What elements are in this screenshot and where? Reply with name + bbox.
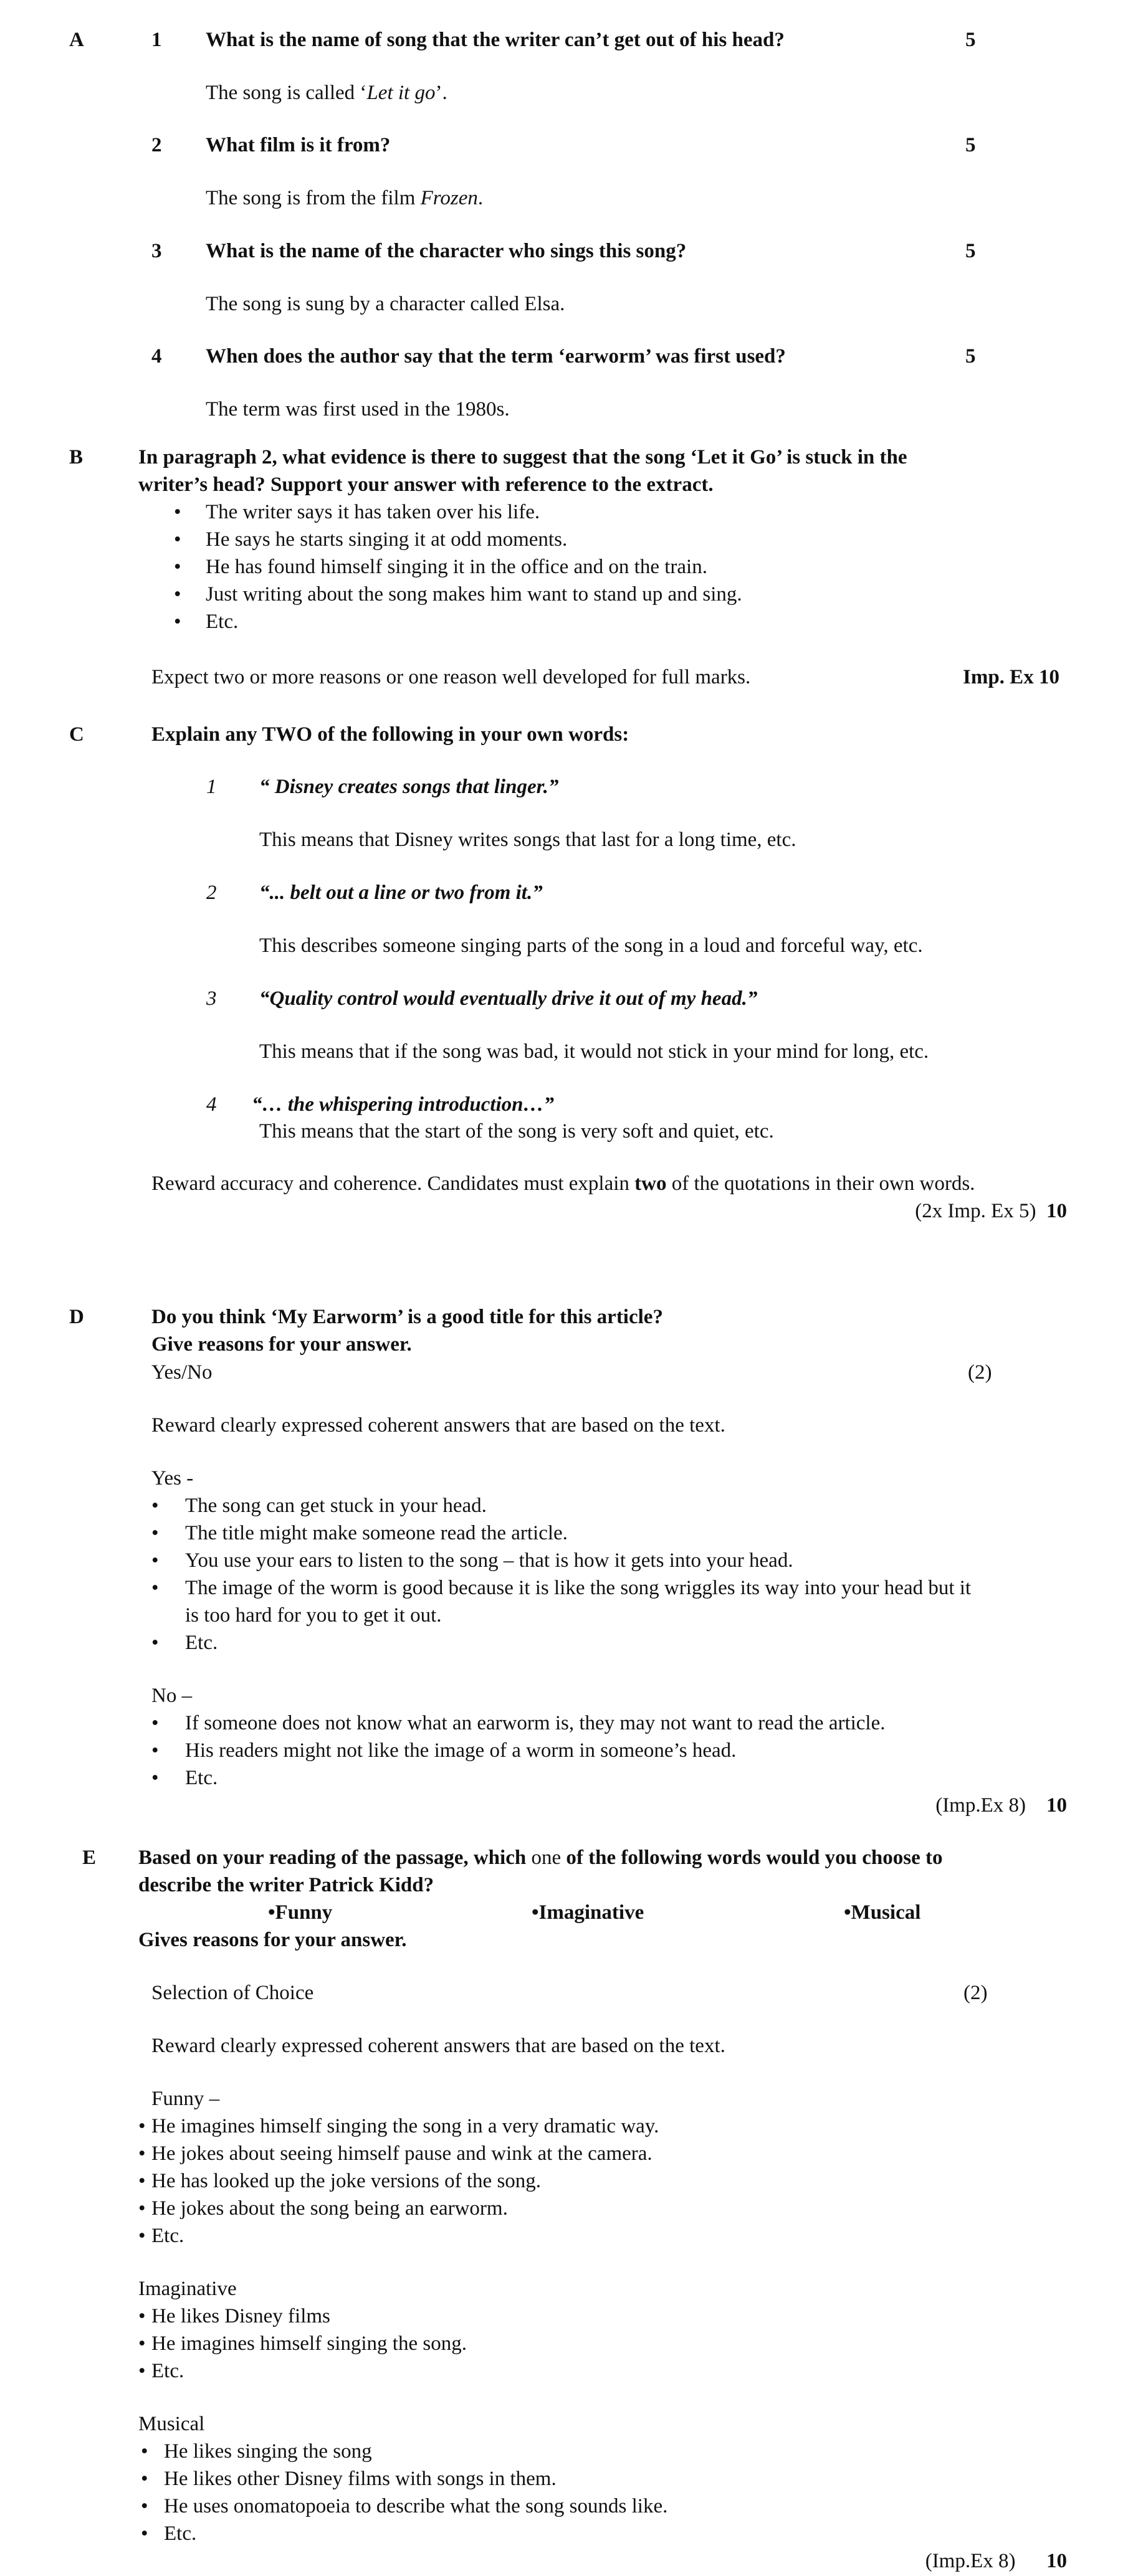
list-heading: Imaginative	[138, 2278, 237, 2300]
question-number: 4	[151, 345, 162, 368]
bullet-icon: •	[151, 1522, 159, 1544]
answer-text: The song is called ‘Let it go’.	[206, 82, 447, 104]
bullet-icon: •	[151, 1577, 159, 1599]
answer-text: The song is sung by a character called Elsa.	[206, 293, 565, 315]
list-heading: No –	[151, 1685, 193, 1707]
answer-text: The song is from the film Frozen.	[206, 187, 484, 209]
bullet-icon: •	[151, 1712, 159, 1734]
section-letter-b: B	[69, 446, 84, 468]
list-item: He imagines himself singing the song in a very dramatic way.	[151, 2115, 659, 2137]
section-letter-d: D	[69, 1306, 84, 1328]
list-item: He imagines himself singing the song.	[151, 2332, 467, 2355]
option-word: •Funny	[268, 1901, 333, 1924]
list-item: His readers might not like the image of a worm in someone’s head.	[185, 1739, 737, 1762]
question-number: 2	[151, 134, 162, 156]
question-marks: Imp. Ex 10	[963, 666, 1059, 688]
section-letter-e: E	[82, 1846, 97, 1869]
option-word: •Musical	[844, 1901, 921, 1924]
question-marks: (2)	[963, 1982, 988, 2004]
bullet-icon: •	[138, 2332, 146, 2355]
list-item: The writer says it has taken over his life.	[206, 501, 540, 523]
question-marks: (2x Imp. Ex 5) 10	[915, 1200, 1067, 1222]
question-text: writer’s head? Support your answer with reference to the extract.	[138, 473, 714, 496]
bullet-icon: •	[174, 501, 181, 523]
answer-text: This means that the start of the song is very soft and quiet, etc.	[259, 1120, 774, 1143]
list-heading: Musical	[138, 2413, 205, 2435]
answer-text: Yes/No	[151, 1361, 213, 1384]
question-number: 3	[151, 240, 162, 262]
quote-number: 4	[206, 1093, 217, 1116]
list-item: He has found himself singing it in the office and on the train.	[206, 556, 707, 578]
list-item: Etc.	[151, 2360, 184, 2382]
list-item: Etc.	[164, 2522, 197, 2545]
list-item: Just writing about the song makes him want to stand up and sing.	[206, 583, 742, 606]
question-text: Do you think ‘My Earworm’ is a good title for this article?	[151, 1306, 663, 1328]
marking-note: Reward accuracy and coherence. Candidates must explain two of the quotations in their own words.	[151, 1172, 975, 1195]
bullet-icon: •	[174, 611, 181, 633]
bullet-icon: •	[138, 2360, 146, 2382]
question-text: What is the name of the character who sings this song?	[206, 240, 687, 262]
question-text: Gives reasons for your answer.	[138, 1929, 407, 1951]
quote-text: “... belt out a line or two from it.”	[259, 882, 543, 904]
section-letter-a: A	[69, 29, 84, 51]
bullet-icon: •	[151, 1632, 159, 1654]
list-heading: Funny –	[151, 2088, 220, 2110]
bullet-icon: •	[141, 2495, 148, 2517]
list-item: He says he starts singing it at odd moments.	[206, 528, 568, 551]
question-text: In paragraph 2, what evidence is there to suggest that the song ‘Let it Go’ is stuck in the	[138, 446, 907, 468]
bullet-icon: •	[138, 2305, 146, 2327]
list-item: Etc.	[185, 1632, 218, 1654]
question-marks: (Imp.Ex 8) 10	[935, 1794, 1067, 1817]
quote-number: 3	[206, 987, 217, 1010]
section-letter-c: C	[69, 723, 84, 746]
question-text: Give reasons for your answer.	[151, 1333, 412, 1356]
bullet-icon: •	[138, 2225, 146, 2247]
answer-text: This means that Disney writes songs that last for a long time, etc.	[259, 829, 796, 851]
list-item: He likes other Disney films with songs in them.	[164, 2468, 557, 2490]
list-item: He likes Disney films	[151, 2305, 330, 2327]
answer-text: Selection of Choice	[151, 1982, 314, 2004]
quote-number: 1	[206, 776, 217, 798]
question-marks: (Imp.Ex 8) 10	[925, 2550, 1067, 2572]
question-text: describe the writer Patrick Kidd?	[138, 1874, 434, 1896]
bullet-icon: •	[138, 2115, 146, 2137]
question-marks: 5	[965, 29, 976, 51]
bullet-icon: •	[138, 2142, 146, 2165]
list-item: He has looked up the joke versions of the song.	[151, 2170, 542, 2192]
quote-number: 2	[206, 882, 217, 904]
bullet-icon: •	[138, 2197, 146, 2220]
list-item: The title might make someone read the article.	[185, 1522, 568, 1544]
answer-text: This means that if the song was bad, it would not stick in your mind for long, etc.	[259, 1040, 929, 1063]
question-text: What is the name of song that the writer can’t get out of his head?	[206, 29, 785, 51]
marking-note: Expect two or more reasons or one reason well developed for full marks.	[151, 666, 751, 688]
question-marks: (2)	[968, 1361, 992, 1384]
list-item: If someone does not know what an earworm is, they may not want to read the article.	[185, 1712, 886, 1734]
list-item: Etc.	[206, 611, 239, 633]
bullet-icon: •	[174, 583, 181, 606]
question-marks: 5	[965, 240, 976, 262]
question-text: Explain any TWO of the following in your own words:	[151, 723, 629, 746]
bullet-icon: •	[151, 1739, 159, 1762]
option-word: •Imaginative	[532, 1901, 644, 1924]
list-item: You use your ears to listen to the song – that is how it gets into your head.	[185, 1549, 793, 1572]
bullet-icon: •	[141, 2440, 148, 2463]
bullet-icon: •	[174, 528, 181, 551]
bullet-icon: •	[151, 1767, 159, 1789]
marking-note: Reward clearly expressed coherent answers that are based on the text.	[151, 1414, 725, 1437]
quote-text: “… the whispering introduction…”	[252, 1093, 555, 1116]
bullet-icon: •	[151, 1495, 159, 1517]
answer-text: This describes someone singing parts of the song in a loud and forceful way, etc.	[259, 934, 923, 957]
list-item: He likes singing the song	[164, 2440, 372, 2463]
list-item: Etc.	[185, 1767, 218, 1789]
question-marks: 5	[965, 345, 976, 368]
list-item: He uses onomatopoeia to describe what the song sounds like.	[164, 2495, 668, 2517]
list-item: The song can get stuck in your head.	[185, 1495, 487, 1517]
quote-text: “ Disney creates songs that linger.”	[259, 776, 559, 798]
bullet-icon: •	[151, 1549, 159, 1572]
question-marks: 5	[965, 134, 976, 156]
marking-note: Reward clearly expressed coherent answers that are based on the text.	[151, 2035, 725, 2057]
question-text: What film is it from?	[206, 134, 391, 156]
answer-text: The term was first used in the 1980s.	[206, 398, 510, 421]
list-item: He jokes about the song being an earworm.	[151, 2197, 508, 2220]
bullet-icon: •	[141, 2468, 148, 2490]
question-text: When does the author say that the term ‘earworm’ was first used?	[206, 345, 786, 368]
question-number: 1	[151, 29, 162, 51]
list-heading: Yes -	[151, 1467, 194, 1490]
bullet-icon: •	[174, 556, 181, 578]
question-text: Based on your reading of the passage, which one of the following words would you choose to	[138, 1846, 943, 1869]
list-item: The image of the worm is good because it is like the song wriggles its way into your head but it	[185, 1577, 972, 1599]
list-item-continuation: is too hard for you to get it out.	[185, 1604, 442, 1627]
quote-text: “Quality control would eventually drive it out of my head.”	[259, 987, 758, 1010]
bullet-icon: •	[138, 2170, 146, 2192]
list-item: He jokes about seeing himself pause and wink at the camera.	[151, 2142, 653, 2165]
bullet-icon: •	[141, 2522, 148, 2545]
list-item: Etc.	[151, 2225, 184, 2247]
